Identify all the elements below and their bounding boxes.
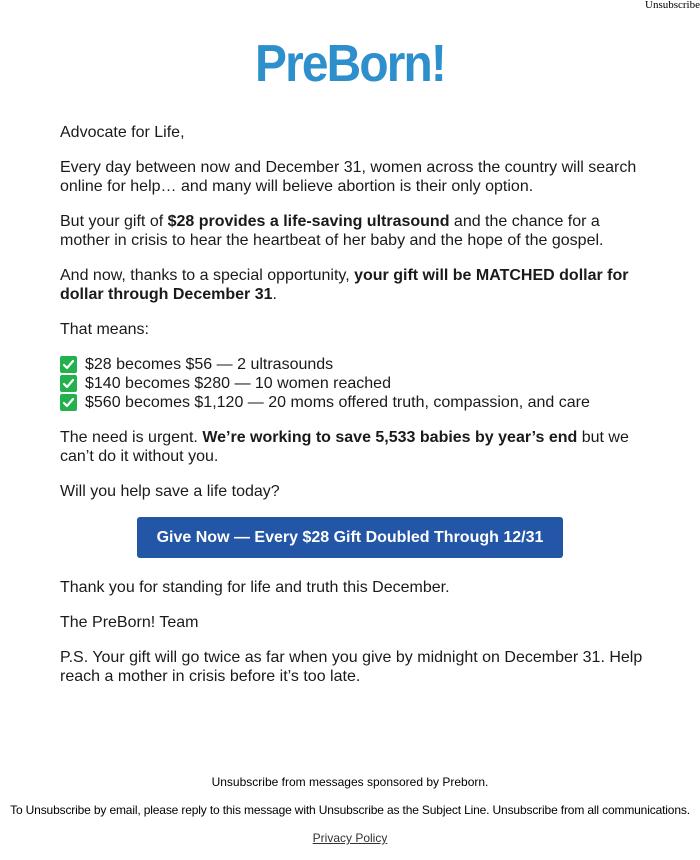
thanks: Thank you for standing for life and truth this December. [60, 579, 450, 596]
footer-email-unsubscribe[interactable]: To Unsubscribe by email, please reply to this message with Unsubscribe as the Subject Line. Unsubscribe from all communications. [10, 803, 690, 817]
gift-text-end: and the chance for a mother in crisis to hear the heartbeat of her baby and the hope of the gospel. [60, 213, 604, 249]
footer-privacy [0, 831, 700, 845]
greeting: Advocate for Life, [60, 124, 185, 141]
impact-checklist [60, 355, 650, 412]
top-unsubscribe-link[interactable]: Unsubscribe [645, 0, 700, 11]
list-item [60, 374, 650, 393]
privacy-policy-link[interactable]: Privacy Policy [312, 831, 388, 845]
match-emphasis: your gift will be MATCHED dollar for dollar through December 31 [60, 267, 629, 303]
give-now-button[interactable]: Give Now — Every $28 Gift Doubled Through 12/31 [137, 517, 564, 558]
checkmark-icon [60, 356, 77, 373]
question: Will you help save a life today? [60, 483, 280, 500]
paragraph-match [60, 266, 650, 304]
checkmark-icon [60, 375, 77, 392]
gift-text-start: But your gift of [60, 213, 168, 230]
list-item [60, 393, 650, 412]
urgent-text-end: but we can’t do it without you. [60, 429, 629, 465]
list-item [60, 355, 650, 374]
match-text-start: And now, thanks to a special opportunity, [60, 267, 355, 284]
urgent-text-start: The need is urgent. [60, 429, 203, 446]
checklist-text: $560 becomes $1,120 — 20 moms offered truth, compassion, and care [85, 394, 590, 411]
email-body [60, 123, 650, 702]
paragraph-gift [60, 212, 650, 250]
match-text-end: . [272, 286, 277, 303]
that-means: That means: [60, 321, 149, 338]
checkmark-icon [60, 394, 77, 411]
footer-sponsored-unsubscribe[interactable]: Unsubscribe from messages sponsored by Preborn. [211, 775, 489, 789]
paragraph-intro: Every day between now and December 31, women across the country will search online for help… and many will believe abortion is their only option. [60, 159, 637, 195]
checklist-text: $140 becomes $280 — 10 women reached [85, 375, 391, 392]
checklist-text: $28 becomes $56 — 2 ultrasounds [85, 356, 334, 373]
cta-container [60, 517, 650, 558]
urgent-emphasis: We’re working to save 5,533 babies by year’s end [202, 429, 578, 446]
paragraph-urgent [60, 428, 650, 466]
gift-emphasis: $28 provides a life-saving ultrasound [167, 213, 450, 230]
postscript: P.S. Your gift will go twice as far when you give by midnight on December 31. Help reach a mother in crisis before it’s too late. [60, 649, 643, 685]
preborn-logo: PreBorn! [255, 35, 445, 93]
signature: The PreBorn! Team [60, 614, 199, 631]
